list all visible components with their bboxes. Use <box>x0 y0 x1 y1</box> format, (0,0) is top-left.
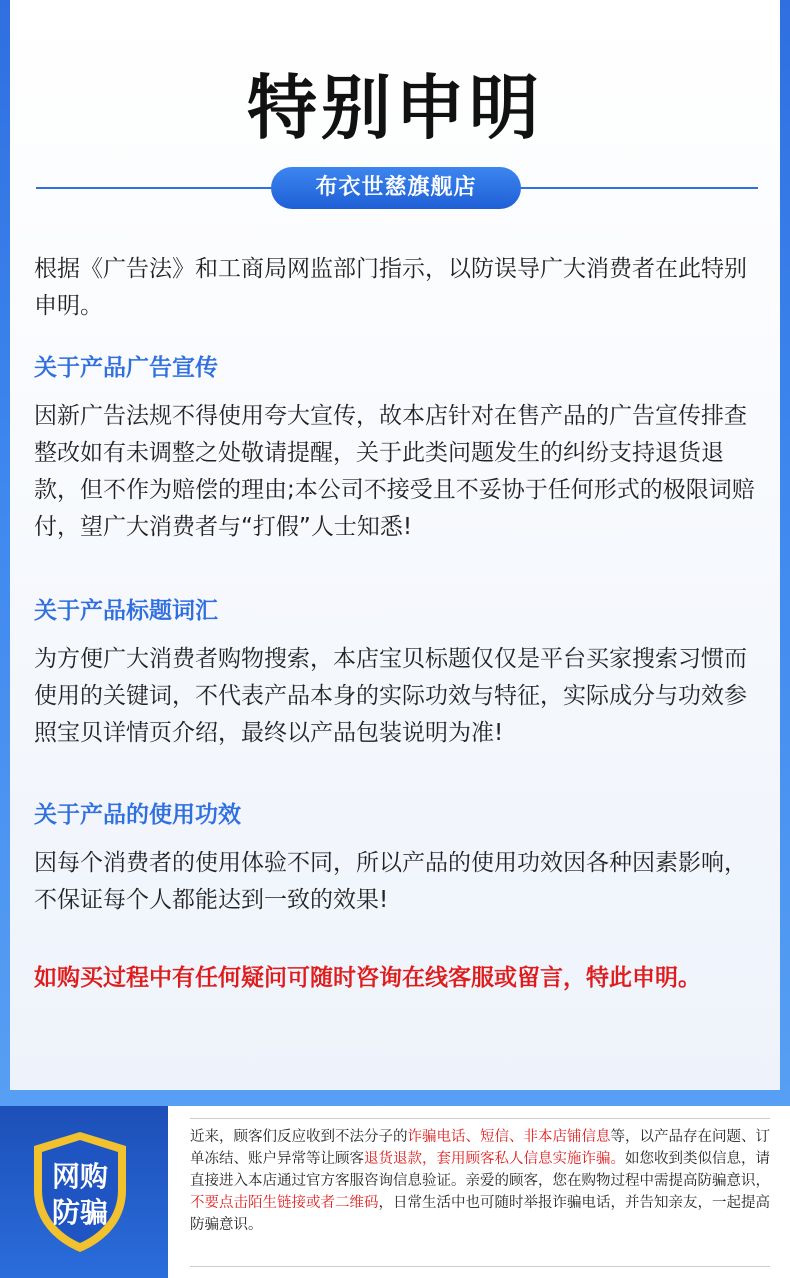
fraud-warning-1: 诈骗电话、短信、非本店铺信息 <box>407 1129 611 1145</box>
anti-fraud-panel <box>0 1106 168 1278</box>
shield-icon <box>28 1128 132 1256</box>
badge-line2: 防骗 <box>51 1196 109 1229</box>
section-body-effect: 因每个消费者的使用体验不同，所以产品的使用功效因各种因素影响，不保证每个人都能达到一致的效果! <box>34 850 747 913</box>
fraud-text-3: 如您收到类似信息，请直接进入本店通过官方客服咨询信息验证。亲爱的顾客，您在购物过程中需提高防骗意识， <box>190 1151 770 1189</box>
badge-line1: 网购 <box>51 1160 109 1193</box>
section-heading-ad: 关于产品广告宣传 <box>34 355 218 381</box>
section-body-ad: 因新广告法规不得使用夸大宣传，故本店针对在售产品的广告宣传排查整改如有未调整之处敬请提醒，关于此类问题发生的纠纷支持退货退款，但不作为赔偿的理由;本公司不接受且不妥协于任何形式的极限词赔付，望广大消费者与“打假”人士知悉! <box>34 403 755 540</box>
section-heading-title: 关于产品标题词汇 <box>34 598 218 624</box>
section-body-title: 为方便广大消费者购物搜索，本店宝贝标题仅仅是平台买家搜索习惯而使用的关键词，不代表产品本身的实际功效与特征，实际成分与功效参照宝贝详情页介绍，最终以产品包装说明为准! <box>34 646 747 746</box>
footer-divider-top <box>190 1118 770 1119</box>
fraud-warning-2: 退货退款，套用顾客私人信息实施诈骗。 <box>364 1151 625 1167</box>
anti-fraud-text <box>190 1126 770 1236</box>
notice-text: 如购买过程中有任何疑问可随时咨询在线客服或留言，特此申明。 <box>34 965 701 991</box>
page-title: 特别申明 <box>247 67 543 149</box>
fraud-text-1: 近来，顾客们反应收到不法分子的 <box>190 1129 408 1145</box>
fraud-warning-3: 不要点击陌生链接或者二维码 <box>190 1195 379 1211</box>
fraud-text-4: ，日常生活中也可随时举报诈骗电话，并告知亲友，一起提高防骗意识。 <box>190 1195 770 1233</box>
anti-fraud-footer <box>0 1106 790 1278</box>
shop-name-badge: 布衣世慈旗舰店 <box>271 167 521 209</box>
footer-divider-bottom <box>190 1266 770 1267</box>
fraud-text-2: 等，以产品存在问题、订单冻结、账户异常等让顾客 <box>190 1129 770 1167</box>
intro-text: 根据《广告法》和工商局网监部门指示，以防误导广大消费者在此特别申明。 <box>34 256 747 319</box>
section-heading-effect: 关于产品的使用功效 <box>34 802 241 828</box>
